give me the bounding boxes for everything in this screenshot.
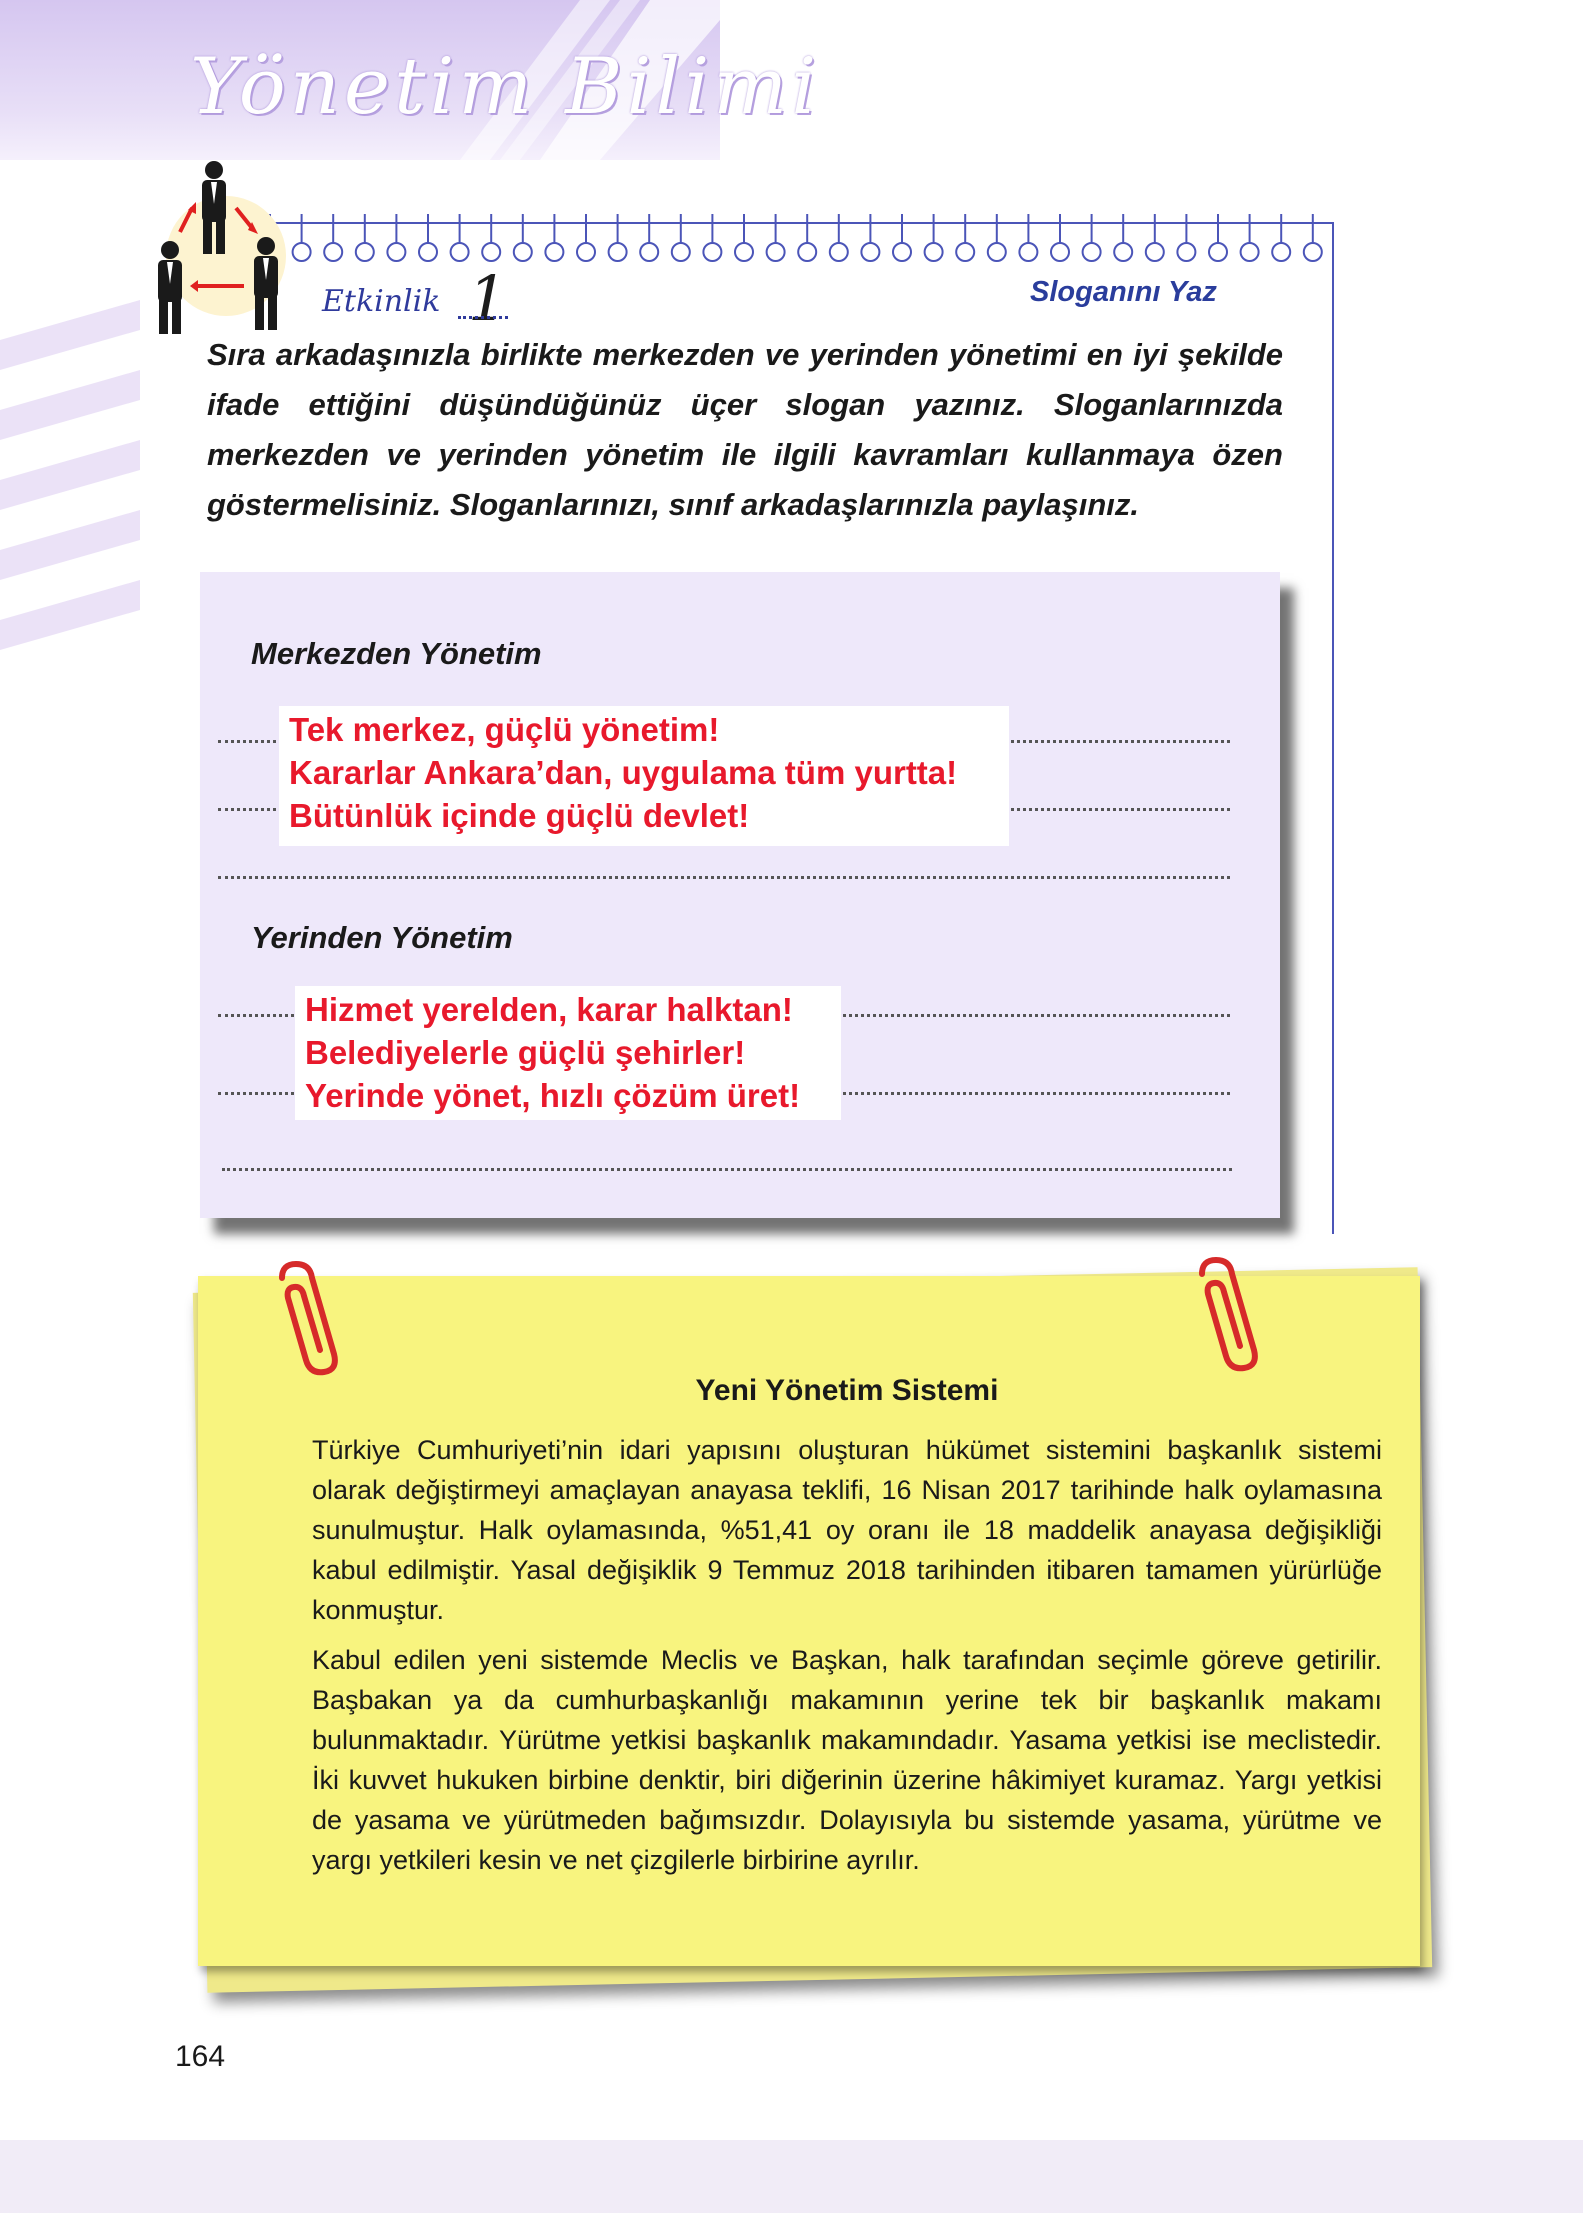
footer-band (0, 2140, 1583, 2213)
binder-ring (545, 243, 563, 261)
paper-clip-icon (1188, 1254, 1268, 1374)
answer-line (218, 876, 1230, 879)
binder-ring (1241, 243, 1259, 261)
binder-ring (1177, 243, 1195, 261)
binder-ring (735, 243, 753, 261)
slogan-text: Tek merkez, güçlü yönetim! (289, 711, 720, 748)
binder-ring (956, 243, 974, 261)
local-slogans-card (295, 986, 841, 1120)
local-management-heading: Yerinden Yönetim (251, 920, 513, 955)
binder-ring (1083, 243, 1101, 261)
binder-ring (893, 243, 911, 261)
activity-number: 1 (468, 262, 508, 335)
binder-ring (1146, 243, 1164, 261)
slogan-text: Belediyelerle güçlü şehirler! (305, 1034, 746, 1071)
slogan-text: Hizmet yerelden, karar halktan! (305, 991, 793, 1028)
binder-ring (1272, 243, 1290, 261)
slogan-text: Yerinde yönet, hızlı çözüm üret! (305, 1077, 801, 1114)
binder-ring (767, 243, 785, 261)
binder-ring (672, 243, 690, 261)
notebook-rings (258, 210, 1338, 270)
note-paragraph: Kabul edilen yeni sistemde Meclis ve Başkan, halk tarafından seçimle göreve getirilir. Başbakan ya da cumhurbaşkanlığı makamının yerine tek bir başkanlık makamı bulunmaktadır. Yürütme yetkisi başkanlık makamındadır. Yasama yetkisi ise meclistedir. İki kuvvet hukuken birbine denktir, biri diğerinin üzerine hâkimiyet kuramaz. Yargı yetkisi de yasama ve yürütmeden bağımsızdır. Dolayısıyla bu sistemde yasama, yürütme ve yargı yetkileri kesin ve net çizgilerle birbirine ayrılır. (312, 1645, 1382, 1875)
binder-ring (514, 243, 532, 261)
paper-clip-icon (268, 1258, 348, 1378)
binder-ring (451, 243, 469, 261)
binder-ring (861, 243, 879, 261)
answer-line (222, 1168, 1232, 1171)
activity-title: Sloganını Yaz (1030, 276, 1217, 308)
binder-ring (988, 243, 1006, 261)
activity-instructions: Sıra arkadaşınızla birlikte merkezden ve yerinden yönetimi en iyi şekilde ifade ettiğini düşündüğünüz üçer slogan yazınız. Sloganlarınızda merkezden ve yerinden yönetim ile ilgili kavramları kullanmaya özen göstermelisiniz. Sloganlarınızı, sınıf arkadaşlarınızla paylaşınız. (207, 337, 1283, 522)
binder-ring (798, 243, 816, 261)
binder-ring (356, 243, 374, 261)
binder-ring (609, 243, 627, 261)
binder-ring (1019, 243, 1037, 261)
binder-ring (387, 243, 405, 261)
binder-ring (577, 243, 595, 261)
people-rotation-icon (148, 158, 298, 338)
binder-ring (482, 243, 500, 261)
binder-ring (640, 243, 658, 261)
activity-label: Etkinlik (322, 284, 441, 319)
page-number: 164 (175, 2040, 226, 2073)
binder-ring (1051, 243, 1069, 261)
note-title: Yeni Yönetim Sistemi (695, 1374, 999, 1407)
binder-ring (1209, 243, 1227, 261)
binder-ring (1114, 243, 1132, 261)
slogan-text: Kararlar Ankara’dan, uygulama tüm yurtta! (289, 754, 958, 791)
side-stripes-decoration (0, 300, 150, 680)
binder-ring (703, 243, 721, 261)
binder-ring (419, 243, 437, 261)
slogan-text: Bütünlük içinde güçlü devlet! (289, 797, 750, 834)
header-title: Yönetim Bilimi (190, 42, 821, 132)
central-management-heading: Merkezden Yönetim (251, 636, 542, 671)
binder-ring (324, 243, 342, 261)
binder-ring (925, 243, 943, 261)
activity-underline (458, 316, 508, 319)
note-paragraph: Türkiye Cumhuriyeti’nin idari yapısını oluşturan hükümet sistemini başkanlık sistemi olarak değiştirmeyi amaçlayan anayasa teklifi, 16 Nisan 2017 tarihinde halk oylamasına sunulmuştur. Halk oylamasında, %51,41 oy oranı ile 18 maddelik anayasa değişikliği kabul edilmiştir. Yasal değişiklik 9 Temmuz 2018 tarihinden itibaren tamamen yürürlüğe konmuştur. (312, 1435, 1382, 1625)
central-slogans-card (279, 706, 1009, 846)
binder-ring (1304, 243, 1322, 261)
binder-ring (830, 243, 848, 261)
